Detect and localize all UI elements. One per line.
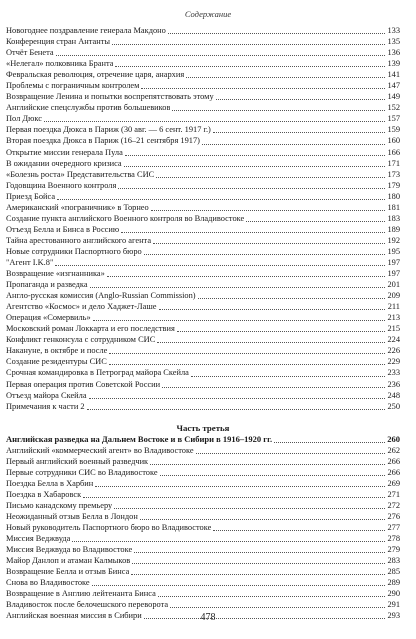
toc-entry-page: 133 [387,26,400,35]
toc-entry[interactable] [6,80,400,91]
toc-entry-title: Примечания к части 2 [6,401,85,411]
toc-entry[interactable] [6,191,400,202]
leader-dots [157,341,385,343]
leader-dots [213,131,385,133]
toc-entry-title: Агентство «Космос» и дело Хаджет-Лаше [6,302,157,312]
leader-dots [112,43,385,45]
toc-entry-page: 160 [387,136,400,146]
toc-entry[interactable] [6,279,400,290]
toc-entry-title: Первый английский военный разведчик [6,456,149,466]
toc-section-part-two [6,25,400,412]
leader-dots [55,264,385,266]
toc-entry-page: 262 [387,445,400,455]
toc-entry[interactable] [6,467,400,478]
leader-dots [109,363,385,365]
leader-dots [131,573,385,575]
toc-entry-page: 279 [387,545,400,555]
leader-dots [90,286,385,288]
toc-entry[interactable] [6,257,400,268]
toc-entry-page: 285 [387,567,400,577]
toc-entry-page: 260 [387,433,400,444]
toc-entry-page: 283 [387,556,400,566]
leader-dots [89,397,385,399]
toc-entry-page: 226 [387,346,400,356]
leader-dots [144,253,385,255]
toc-entry-page: 141 [387,70,400,80]
toc-entry-title: Новый руководитель Паспортного бюро во Владивостоке [6,523,212,533]
toc-entry-page: 224 [387,335,400,345]
toc-entry[interactable] [6,599,400,610]
running-head: Содержание [184,9,232,19]
toc-entry-page: 266 [387,467,400,477]
toc-entry[interactable] [6,401,400,412]
toc-entry-title: Приезд Бойса [6,191,56,201]
toc-entry[interactable] [6,69,400,80]
toc-entry-title: Февральская революция, отречение царя, анархия [6,70,185,80]
toc-entry[interactable] [6,36,400,47]
toc-entry-title: Новые сотрудники Паспортного бюро [6,246,142,256]
toc-entry[interactable] [6,379,400,390]
toc-entry-title: Первая поездка Дюкса в Париж (30 авг. — 6 сент. 1917 г.) [6,125,211,135]
toc-entry-page: 291 [387,600,400,610]
toc-entry-page: 197 [387,269,400,279]
toc-entry-page: 189 [387,224,400,234]
toc-entry-title: "Агент I.K.8" [6,257,54,267]
toc-entry[interactable] [6,301,400,312]
toc-entry[interactable] [6,246,400,257]
leader-dots [177,330,385,332]
toc-entry-page: 215 [387,324,400,334]
toc-entry[interactable] [6,202,400,213]
toc-entry[interactable] [6,489,400,500]
leader-dots [44,120,385,122]
toc-entry-title: Первая операция против Советской России [6,379,161,389]
toc-entry-title: Неожиданный отзыв Белла в Лондон [6,511,138,521]
toc-entry-page: 211 [387,302,400,312]
toc-entry-page: 147 [387,81,400,91]
toc-entry-page: 159 [387,125,400,135]
toc-entry-page: 180 [387,191,400,201]
toc-entry-title: Проблемы с пограничным контролем [6,81,140,91]
leader-dots [246,220,385,222]
toc-entry[interactable] [6,356,400,367]
toc-entry-title: Конфликт генконсула с сотрудником СИС [6,335,156,345]
toc-entry-page: 266 [387,456,400,466]
toc-entry-title: Английская разведка на Дальнем Востоке и в Сибири в 1916–1920 гг. [6,433,273,444]
page-number: 478 [200,612,216,623]
toc-entry[interactable] [6,180,400,191]
toc-entry-title: Поездка Белла в Харбин [6,478,94,488]
leader-dots [114,507,385,509]
toc-entry-page: 183 [387,213,400,223]
toc-entry-title: Годовщина Военного контроля [6,180,117,190]
toc-entry-title: Пол Дюкс [6,114,42,124]
toc-entry[interactable] [6,268,400,279]
toc-entry[interactable] [6,47,400,58]
toc-entry[interactable] [6,169,400,180]
toc-entry[interactable] [6,522,400,533]
leader-dots [134,551,385,553]
toc-entry-page: 293 [387,611,400,621]
toc-part-three [6,423,400,445]
toc-entry-title: Отъезд майора Скейла [6,390,87,400]
toc-entry-title: В ожидании очередного кризиса [6,158,122,168]
toc-entry-page: 166 [387,147,400,157]
leader-dots [196,452,385,454]
toc-entry[interactable] [6,478,400,489]
toc-entry-title: Возвращение Белла и отзыв Бинса [6,567,130,577]
toc-entry[interactable] [6,158,400,169]
toc-entry-page: 278 [387,534,400,544]
toc-entry-page: 233 [387,368,400,378]
leader-dots [168,32,385,34]
toc-entry-page: 152 [387,103,400,113]
leader-dots [107,275,385,277]
toc-entry[interactable] [6,124,400,135]
leader-dots [56,54,385,56]
toc-entry-title: Срочная командировка в Петроград майора Скейла [6,368,189,378]
toc-entry-title: Английские спецслужбы против большевиков [6,103,171,113]
toc-entry[interactable] [6,533,400,544]
leader-dots [72,540,385,542]
leader-dots [198,297,385,299]
toc-entry-title: Английский «коммерческий агент» во Владивостоке [6,445,194,455]
toc-entry[interactable] [6,113,400,124]
toc-entry-title: Открытие миссии генерала Пула [6,147,123,157]
toc-entry[interactable] [6,456,400,467]
leader-dots [87,408,385,410]
toc-entry[interactable] [6,25,400,36]
toc-entry-page: 171 [387,158,400,168]
leader-dots [202,143,385,145]
leader-dots [170,606,385,608]
leader-dots [109,352,385,354]
toc-entry-title: Поездка в Хабаровск [6,489,82,499]
leader-dots [141,87,385,89]
toc-entry-title: Возвращение Ленина и попытки воспрепятствовать этому [6,92,214,102]
toc-section-part-three [6,445,400,622]
toc-entry-title: Англо-русская комиссия (Anglo-Russian Commission) [6,291,196,301]
toc-entry-title: Миссия Веджвуда [6,534,71,544]
toc-entry-page: 195 [387,246,400,256]
leader-dots [159,308,385,310]
leader-dots [213,529,385,531]
part-label: Часть третья [176,422,230,433]
leader-dots [158,595,385,597]
leader-dots [132,562,385,564]
toc-entry-page: 179 [387,180,400,190]
toc-entry-page: 248 [387,390,400,400]
toc-entry[interactable] [6,235,400,246]
toc-entry-title: Операция «Сомервиль» [6,313,91,323]
leader-dots [153,242,385,244]
toc-entry-title: Майор Данлоп и атаман Калмыков [6,556,131,566]
toc-entry-title: Создание резидентуры СИС [6,357,107,367]
toc-entry[interactable] [6,213,400,224]
toc-entry[interactable] [6,135,400,146]
toc-entry-page: 201 [387,280,400,290]
toc-entry[interactable] [6,577,400,588]
toc-entry-title: Американский «пограничник» в Торнео [6,202,149,212]
toc-entry-page: 250 [387,401,400,411]
toc-entry[interactable] [6,147,400,158]
toc-entry-title: Накануне, в октябре и после [6,346,108,356]
toc-entry-page: 271 [387,489,400,499]
toc-entry-page: 149 [387,92,400,102]
leader-dots [121,231,385,233]
toc-entry-title: «Болезнь роста» Представительства СИС [6,169,155,179]
toc-entry-title: Английская военная миссия в Сибири [6,611,142,621]
toc-entry[interactable] [6,445,400,456]
toc-entry[interactable] [6,588,400,599]
toc-entry-page: 192 [387,235,400,245]
toc-entry[interactable] [6,345,400,356]
toc-entry-title: Отъезд Белла и Бинса в Россию [6,224,120,234]
leader-dots [93,319,385,321]
toc-entry-page: 276 [387,511,400,521]
toc-entry-title: Новогоднее поздравление генерала Макдоно [6,26,166,35]
toc-entry-page: 173 [387,169,400,179]
toc-entry-page: 181 [387,202,400,212]
toc-entry-page: 157 [387,114,400,124]
toc-entry-page: 136 [387,48,400,58]
toc-entry-title: Вторая поездка Дюкса в Париж (16–21 сентября 1917) [6,136,200,146]
table-of-contents [6,25,400,621]
toc-entry-page: 213 [387,313,400,323]
toc-entry-page: 229 [387,357,400,367]
toc-entry[interactable] [6,566,400,577]
toc-entry-title: «Нелегал» полковника Бранта [6,59,114,69]
toc-entry-title: Владивосток после белочешского переворота [6,600,169,610]
toc-entry[interactable] [6,91,400,102]
toc-entry-page: 289 [387,578,400,588]
leader-dots [216,98,385,100]
leader-dots [160,474,385,476]
toc-entry-title: Тайна арестованного английского агента [6,235,152,245]
toc-entry-title: Московский роман Локкарта и его последствия [6,324,175,334]
toc-entry[interactable] [6,390,400,401]
toc-entry[interactable] [6,224,400,235]
leader-dots [191,375,385,377]
leader-dots [186,76,385,78]
toc-entry-title: Создание пункта английского Военного контроля во Владивостоке [6,213,245,223]
toc-entry-page: 135 [387,37,400,47]
leader-dots [274,441,385,443]
leader-dots [57,198,385,200]
toc-entry-title: Миссия Веджвуда во Владивостоке [6,545,133,555]
toc-entry[interactable] [6,544,400,555]
leader-dots [162,386,385,388]
toc-entry-title: Отчёт Бенета [6,48,54,58]
toc-entry-page: 236 [387,379,400,389]
toc-entry-part-heading[interactable] [6,434,400,445]
leader-dots [172,109,385,111]
toc-entry-page: 290 [387,589,400,599]
leader-dots [92,584,385,586]
toc-entry-page: 272 [387,500,400,510]
toc-entry-title: Письмо канадскому премьеру [6,500,113,510]
leader-dots [140,518,385,520]
toc-entry[interactable] [6,323,400,334]
toc-entry-page: 197 [387,257,400,267]
toc-entry[interactable] [6,290,400,301]
toc-entry[interactable] [6,555,400,566]
toc-entry-page: 269 [387,478,400,488]
leader-dots [125,154,385,156]
leader-dots [83,496,385,498]
toc-entry[interactable] [6,312,400,323]
toc-entry-title: Первые сотрудники СИС во Владивостоке [6,467,158,477]
leader-dots [124,165,385,167]
toc-entry-title: Конференция стран Антанты [6,37,111,47]
toc-entry-title: Возвращение в Англию лейтенанта Бинса [6,589,156,599]
leader-dots [150,463,385,465]
toc-entry[interactable] [6,58,400,69]
leader-dots [115,65,385,67]
toc-entry[interactable] [6,334,400,345]
leader-dots [156,176,385,178]
toc-entry[interactable] [6,500,400,511]
leader-dots [95,485,385,487]
toc-entry[interactable] [6,367,400,378]
toc-entry-page: 209 [387,291,400,301]
leader-dots [151,209,385,211]
toc-entry-title: Возвращение «изгнанника» [6,269,105,279]
toc-entry-page: 139 [387,59,400,69]
toc-entry[interactable] [6,102,400,113]
toc-entry-title: Пропаганда и разведка [6,280,88,290]
toc-entry-page: 277 [387,523,400,533]
toc-entry-title: Снова во Владивостоке [6,578,90,588]
toc-entry[interactable] [6,511,400,522]
leader-dots [118,187,385,189]
